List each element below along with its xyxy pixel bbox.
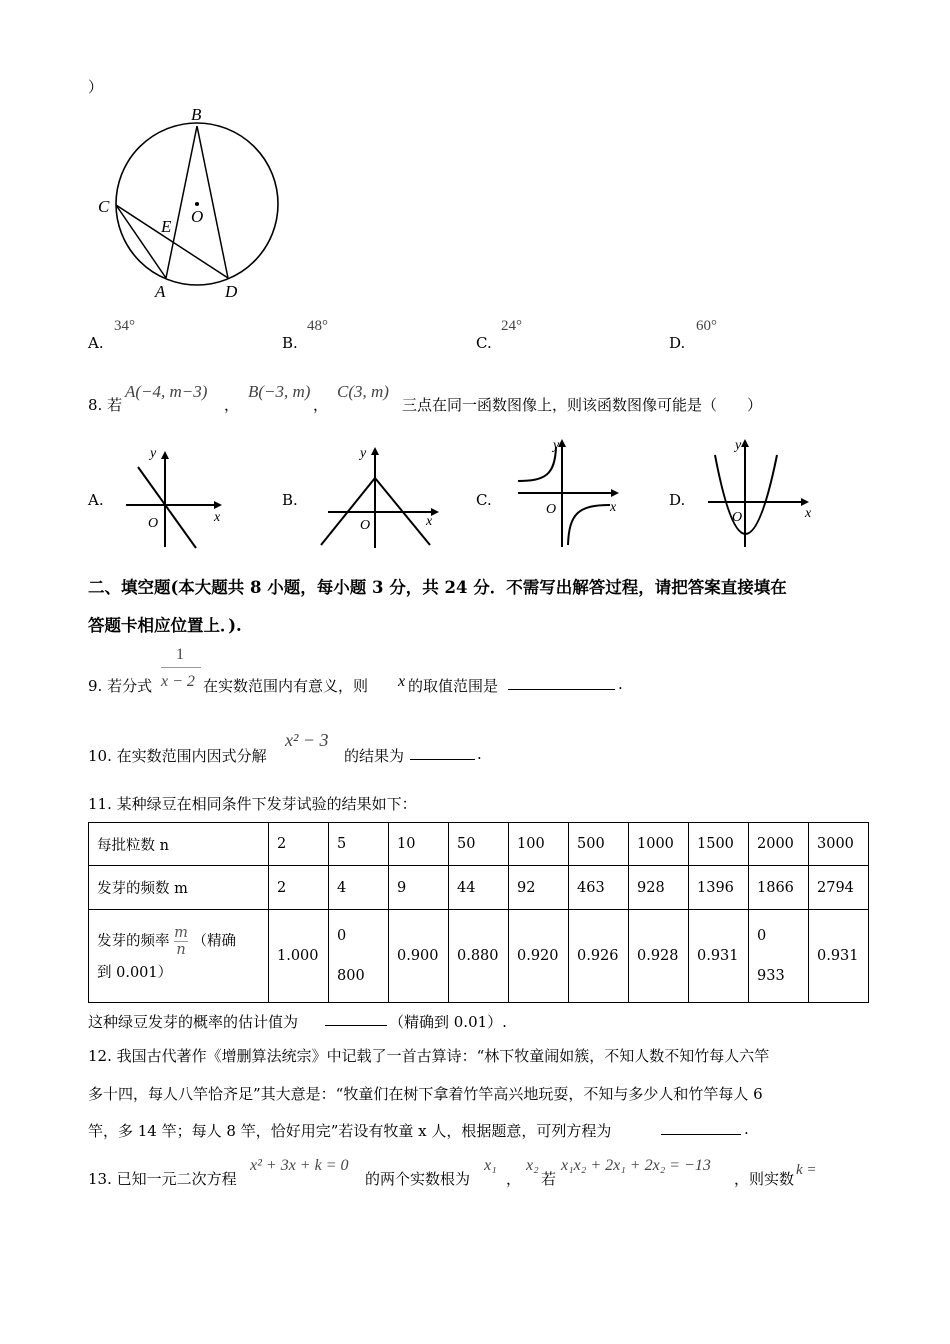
- origin-label: O: [148, 516, 159, 531]
- label-C: C: [98, 197, 110, 216]
- q9-pre: 9. 若分式: [88, 677, 153, 695]
- var-x: x: [398, 673, 406, 690]
- equation: x² + 3x + k = 0: [250, 1157, 349, 1174]
- row-header: 每批粒数 n: [89, 823, 269, 866]
- option-b-letter: B.: [282, 334, 298, 352]
- table-cell: 2: [269, 823, 329, 866]
- table-cell: 0.920: [509, 910, 569, 1003]
- q10-post: 的结果为: [344, 747, 405, 765]
- table-cell: 10: [389, 823, 449, 866]
- germination-table: [88, 822, 869, 1003]
- label-part: 到 0.001）: [97, 964, 173, 981]
- frac-den: n: [176, 941, 186, 958]
- table-cell: 44: [449, 866, 509, 910]
- table-cell: 5: [329, 823, 389, 866]
- k-equals: k =: [796, 1162, 817, 1178]
- table-cell: 463: [569, 866, 629, 910]
- y-label: y: [553, 438, 560, 453]
- q8-number: 8. 若: [88, 396, 123, 414]
- table-cell: 0.900: [389, 910, 449, 1003]
- table-cell: 0.931: [809, 910, 869, 1003]
- q9-mid: 在实数范围内有意义，则: [203, 677, 369, 695]
- table-cell: 100: [509, 823, 569, 866]
- q13-ruo: 若: [541, 1170, 557, 1188]
- graph-d-parabola: [705, 435, 820, 550]
- fraction-m-over-n: [174, 925, 188, 958]
- q13-mid: 的两个实数根为: [365, 1170, 471, 1188]
- table-cell: 0 800: [329, 910, 389, 1003]
- period: .: [744, 1120, 749, 1138]
- option-c-value: 24°: [501, 318, 522, 334]
- q10-pre: 10. 在实数范围内因式分解: [88, 747, 267, 765]
- table-cell: 0 933: [749, 910, 809, 1003]
- label-part: 发芽的频率: [97, 933, 170, 949]
- label-B: B: [191, 105, 202, 124]
- label-part: （精确: [192, 933, 236, 949]
- table-cell: 9: [389, 866, 449, 910]
- table-cell: 0.880: [449, 910, 509, 1003]
- q12-line3: 竿，多 14 竿；每人 8 竿，恰好用完”若设有牧童 x 人，根据题意，可列方程为: [88, 1122, 612, 1140]
- origin-label: O: [360, 518, 371, 533]
- option-d-value: 60°: [696, 318, 717, 334]
- root-x2: x₂: [526, 1157, 539, 1174]
- q13-pre: 13. 已知一元二次方程: [88, 1170, 237, 1188]
- table-cell: 2794: [809, 866, 869, 910]
- table-cell: 2: [269, 866, 329, 910]
- table-cell: 0.926: [569, 910, 629, 1003]
- table-cell: 0.931: [689, 910, 749, 1003]
- q9-post: 的取值范围是: [408, 677, 499, 695]
- expression: x² − 3: [285, 730, 329, 750]
- graph-a-linear: [118, 445, 228, 550]
- label-O: O: [191, 207, 204, 226]
- period: .: [618, 675, 623, 693]
- point-b: B(−3, m): [248, 382, 311, 401]
- table-row: [89, 910, 869, 1003]
- option-a-letter: A.: [88, 334, 104, 352]
- table-cell: 0.928: [629, 910, 689, 1003]
- q11-after-pre: 这种绿豆发芽的概率的估计值为: [88, 1013, 299, 1031]
- table-cell: 928: [629, 866, 689, 910]
- section-2-heading: 二、填空题(本大题共 8 小题，每小题 3 分，共 24 分．不需写出解答过程，请把答案直接填在: [88, 578, 787, 597]
- x-label: x: [426, 514, 433, 529]
- option-d-letter: D.: [669, 334, 686, 352]
- option-c-letter: C.: [476, 334, 492, 352]
- row-header: 发芽的频数 m: [89, 866, 269, 910]
- table-cell: 1396: [689, 866, 749, 910]
- origin-label: O: [546, 502, 557, 517]
- table-row: [89, 823, 869, 866]
- frac-num: m: [174, 924, 188, 941]
- table-cell: 1866: [749, 866, 809, 910]
- section-2-heading-cont: 答题卡相应位置上．).: [88, 616, 242, 635]
- point-a: A(−4, m−3): [125, 382, 208, 401]
- table-row: [89, 866, 869, 910]
- fraction-numerator: 1: [176, 646, 184, 663]
- answer-blank[interactable]: [661, 1120, 741, 1135]
- graph-a-letter: A.: [88, 491, 104, 509]
- q12-line1: 12. 我国古代著作《增删算法统宗》中记载了一首古算诗：“林下牧童闹如簇，不知人数不知竹每人六竿: [88, 1047, 770, 1065]
- x-label: x: [805, 506, 812, 521]
- graph-c-inverse: [515, 435, 630, 550]
- y-label: y: [735, 438, 742, 453]
- graph-b-letter: B.: [282, 491, 298, 509]
- graph-c-letter: C.: [476, 491, 492, 509]
- y-label: y: [150, 446, 157, 461]
- q11-after-post: （精确到 0.01）.: [389, 1013, 507, 1031]
- point-c: C(3, m): [337, 382, 389, 401]
- period: .: [477, 745, 482, 763]
- origin-label: O: [732, 510, 743, 525]
- root-x1: x₁: [484, 1157, 497, 1174]
- graph-b-abs: [318, 445, 443, 550]
- x-label: x: [610, 500, 617, 515]
- x-label: x: [214, 510, 221, 525]
- option-b-value: 48°: [307, 318, 328, 334]
- fraction-denominator: x − 2: [161, 673, 195, 690]
- q11-title: 11. 某种绿豆在相同条件下发芽试验的结果如下：: [88, 795, 417, 813]
- circle-diagram: [90, 100, 290, 300]
- condition: x₁x₂ + 2x₁ + 2x₂ = −13: [561, 1157, 711, 1174]
- q13-post: ，则实数: [734, 1170, 795, 1188]
- table-cell: 1500: [689, 823, 749, 866]
- table-cell: 1000: [629, 823, 689, 866]
- table-cell: 50: [449, 823, 509, 866]
- y-label: y: [360, 446, 367, 461]
- separator: ，: [224, 396, 240, 414]
- answer-blank[interactable]: [508, 675, 615, 690]
- label-A: A: [155, 282, 166, 300]
- separator: ，: [313, 396, 329, 414]
- q12-line2: 多十四，每人八竿恰齐足”其大意是：“牧童们在树下拿着竹竿高兴地玩耍，不知与多少人和竹竿每人 6: [88, 1085, 763, 1103]
- table-cell: 500: [569, 823, 629, 866]
- answer-blank[interactable]: [325, 1011, 387, 1026]
- graph-d-letter: D.: [669, 491, 686, 509]
- table-cell: 3000: [809, 823, 869, 866]
- table-cell: 1.000: [269, 910, 329, 1003]
- option-a-value: 34°: [114, 318, 135, 334]
- q8-text: 三点在同一函数图像上，则该函数图像可能是（ ）: [402, 396, 763, 414]
- label-D: D: [225, 282, 238, 300]
- separator: ，: [506, 1170, 522, 1188]
- table-cell: 92: [509, 866, 569, 910]
- answer-blank[interactable]: [410, 745, 475, 760]
- closing-paren: ）: [88, 78, 104, 96]
- table-cell: 2000: [749, 823, 809, 866]
- table-cell: 4: [329, 866, 389, 910]
- label-E: E: [161, 217, 172, 236]
- row-header: [89, 910, 269, 1003]
